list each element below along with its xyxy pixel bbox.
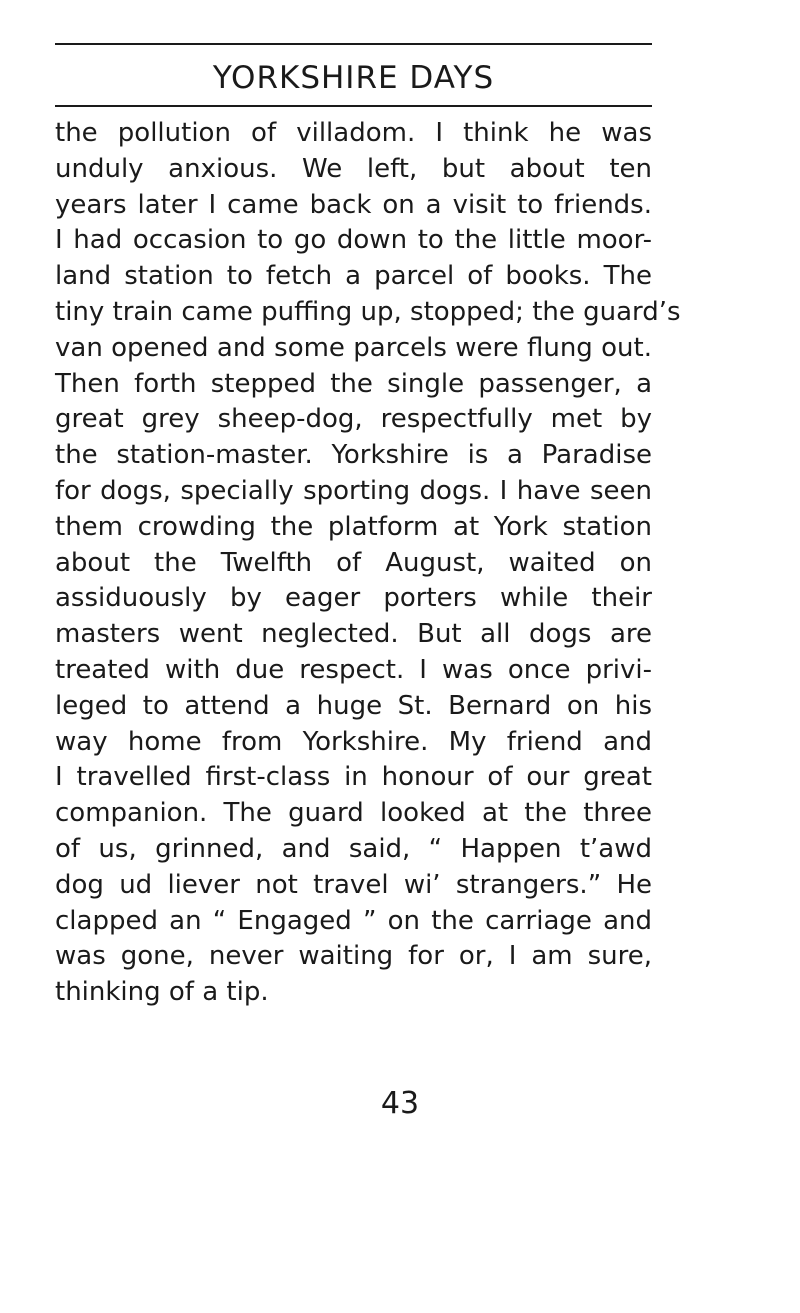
text-line: way home from Yorkshire. My friend and [55,726,652,757]
text-line: I had occasion to go down to the little moor- [55,225,652,256]
text-line: for dogs, specially sporting dogs. I have seen [55,475,652,506]
text-line: land station to fetch a parcel of books. The [55,261,652,292]
running-head-title: YORKSHIRE DAYS [212,60,495,96]
text-line: masters went neglected. But all dogs are [55,619,652,650]
text-line: the station-master. Yorkshire is a Paradise [55,440,652,471]
text-line: Then forth stepped the single passenger, a [55,368,652,399]
text-line: van opened and some parcels were flung out. [55,332,652,363]
text-line: them crowding the platform at York station [55,511,652,542]
header-rule-top [55,43,652,45]
text-line: dog ud liever not travel wi’ strangers.” He [55,869,652,900]
text-line-last: thinking of a tip. [55,977,269,1008]
text-line: of us, grinned, and said, “ Happen t’awd [55,833,652,864]
text-line: years later I came back on a visit to friends. [55,189,652,220]
text-line: companion. The guard looked at the three [55,798,652,829]
text-line: great grey sheep-dog, respectfully met by [55,404,652,435]
text-line: was gone, never waiting for or, I am sure, [55,941,652,972]
text-line: I travelled first-class in honour of our great [55,762,652,793]
text-line: unduly anxious. We left, but about ten [55,153,652,184]
text-line: treated with due respect. I was once privi- [55,654,652,685]
text-line: assiduously by eager porters while their [55,583,652,614]
text-line: about the Twelfth of August, waited on [55,547,652,578]
header-rule-bottom [55,105,652,107]
text-line: leged to attend a huge St. Bernard on his [55,690,652,721]
text-line: tiny train came puffing up, stopped; the guard’s [55,296,681,327]
body-text [55,116,681,1011]
text-line: clapped an “ Engaged ” on the carriage and [55,905,652,936]
text-line: the pollution of villadom. I think he was [55,118,652,148]
page-number: 43 [380,1086,420,1121]
